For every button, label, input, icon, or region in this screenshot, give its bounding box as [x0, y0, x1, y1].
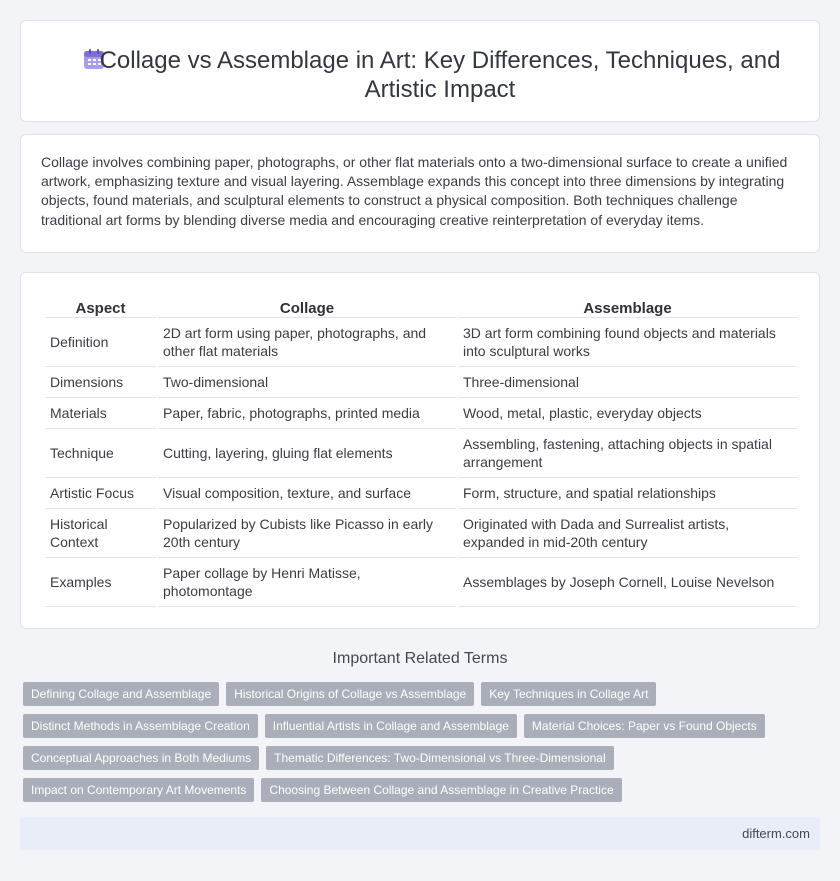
- table-row: [45, 398, 797, 429]
- table-cell: Three-dimensional: [458, 367, 797, 398]
- title-card: [20, 20, 820, 122]
- table-cell: Artistic Focus: [45, 478, 156, 509]
- table-cell: Popularized by Cubists like Picasso in early 20th century: [158, 509, 456, 558]
- related-term-tag[interactable]: Conceptual Approaches in Both Mediums: [23, 746, 259, 770]
- tag-row: [23, 778, 803, 802]
- related-term-tag[interactable]: Influential Artists in Collage and Assemblage: [265, 714, 517, 738]
- table-cell: Definition: [45, 318, 156, 367]
- table-cell: Two-dimensional: [158, 367, 456, 398]
- comparison-table-card: [20, 272, 820, 629]
- table-cell: Historical Context: [45, 509, 156, 558]
- related-term-tag[interactable]: Material Choices: Paper vs Found Objects: [524, 714, 765, 738]
- tag-row: [23, 714, 803, 738]
- related-term-tag[interactable]: Impact on Contemporary Art Movements: [23, 778, 254, 802]
- header-aspect: Aspect: [45, 295, 156, 318]
- table-row: [45, 509, 797, 558]
- table-cell: Materials: [45, 398, 156, 429]
- table-row: [45, 478, 797, 509]
- related-terms-list: [23, 682, 803, 810]
- table-cell: Paper, fabric, photographs, printed media: [158, 398, 456, 429]
- table-cell: Paper collage by Henri Matisse, photomontage: [158, 558, 456, 607]
- table-cell: Wood, metal, plastic, everyday objects: [458, 398, 797, 429]
- tag-row: [23, 682, 803, 706]
- table-cell: 2D art form using paper, photographs, and other flat materials: [158, 318, 456, 367]
- table-row: [45, 429, 797, 478]
- related-terms-heading: Important Related Terms: [332, 650, 508, 667]
- table-cell: 3D art form combining found objects and materials into sculptural works: [458, 318, 797, 367]
- table-row: [45, 558, 797, 607]
- table-cell: Originated with Dada and Surrealist artists, expanded in mid-20th century: [458, 509, 797, 558]
- footer-site-name[interactable]: difterm.com: [742, 826, 810, 841]
- related-term-tag[interactable]: Key Techniques in Collage Art: [481, 682, 656, 706]
- table-header-row: [45, 295, 797, 318]
- related-term-tag[interactable]: Distinct Methods in Assemblage Creation: [23, 714, 258, 738]
- table-cell: Technique: [45, 429, 156, 478]
- table-cell: Dimensions: [45, 367, 156, 398]
- table-cell: Examples: [45, 558, 156, 607]
- intro-card: [20, 134, 820, 253]
- tag-row: [23, 746, 803, 770]
- related-term-tag[interactable]: Choosing Between Collage and Assemblage in Creative Practice: [261, 778, 621, 802]
- table-cell: Cutting, layering, gluing flat elements: [158, 429, 456, 478]
- related-term-tag[interactable]: Thematic Differences: Two-Dimensional vs Three-Dimensional: [266, 746, 613, 770]
- related-term-tag[interactable]: Historical Origins of Collage vs Assemblage: [226, 682, 474, 706]
- related-term-tag[interactable]: Defining Collage and Assemblage: [23, 682, 219, 706]
- header-assemblage: Assemblage: [458, 295, 797, 318]
- intro-paragraph: Collage involves combining paper, photographs, or other flat materials onto a two-dimensional surface to create a unified artwork, emphasizing texture and visual layering. Assemblage expands this concept into three dimensions by integrating objects, found materials, and sculptural elements to construct a physical composition. Both techniques challenge traditional art forms by blending diverse media and encouraging creative reinterpretation of everyday items.: [41, 154, 788, 228]
- table-row: [45, 318, 797, 367]
- table-cell: Assemblages by Joseph Cornell, Louise Nevelson: [458, 558, 797, 607]
- header-collage: Collage: [158, 295, 456, 318]
- table-cell: Assembling, fastening, attaching objects in spatial arrangement: [458, 429, 797, 478]
- footer: [20, 817, 820, 850]
- table-row: [45, 367, 797, 398]
- table-cell: Visual composition, texture, and surface: [158, 478, 456, 509]
- table-cell: Form, structure, and spatial relationships: [458, 478, 797, 509]
- page-title: Collage vs Assemblage in Art: Key Differences, Techniques, and Artistic Impact: [99, 47, 781, 103]
- comparison-table: [43, 295, 799, 607]
